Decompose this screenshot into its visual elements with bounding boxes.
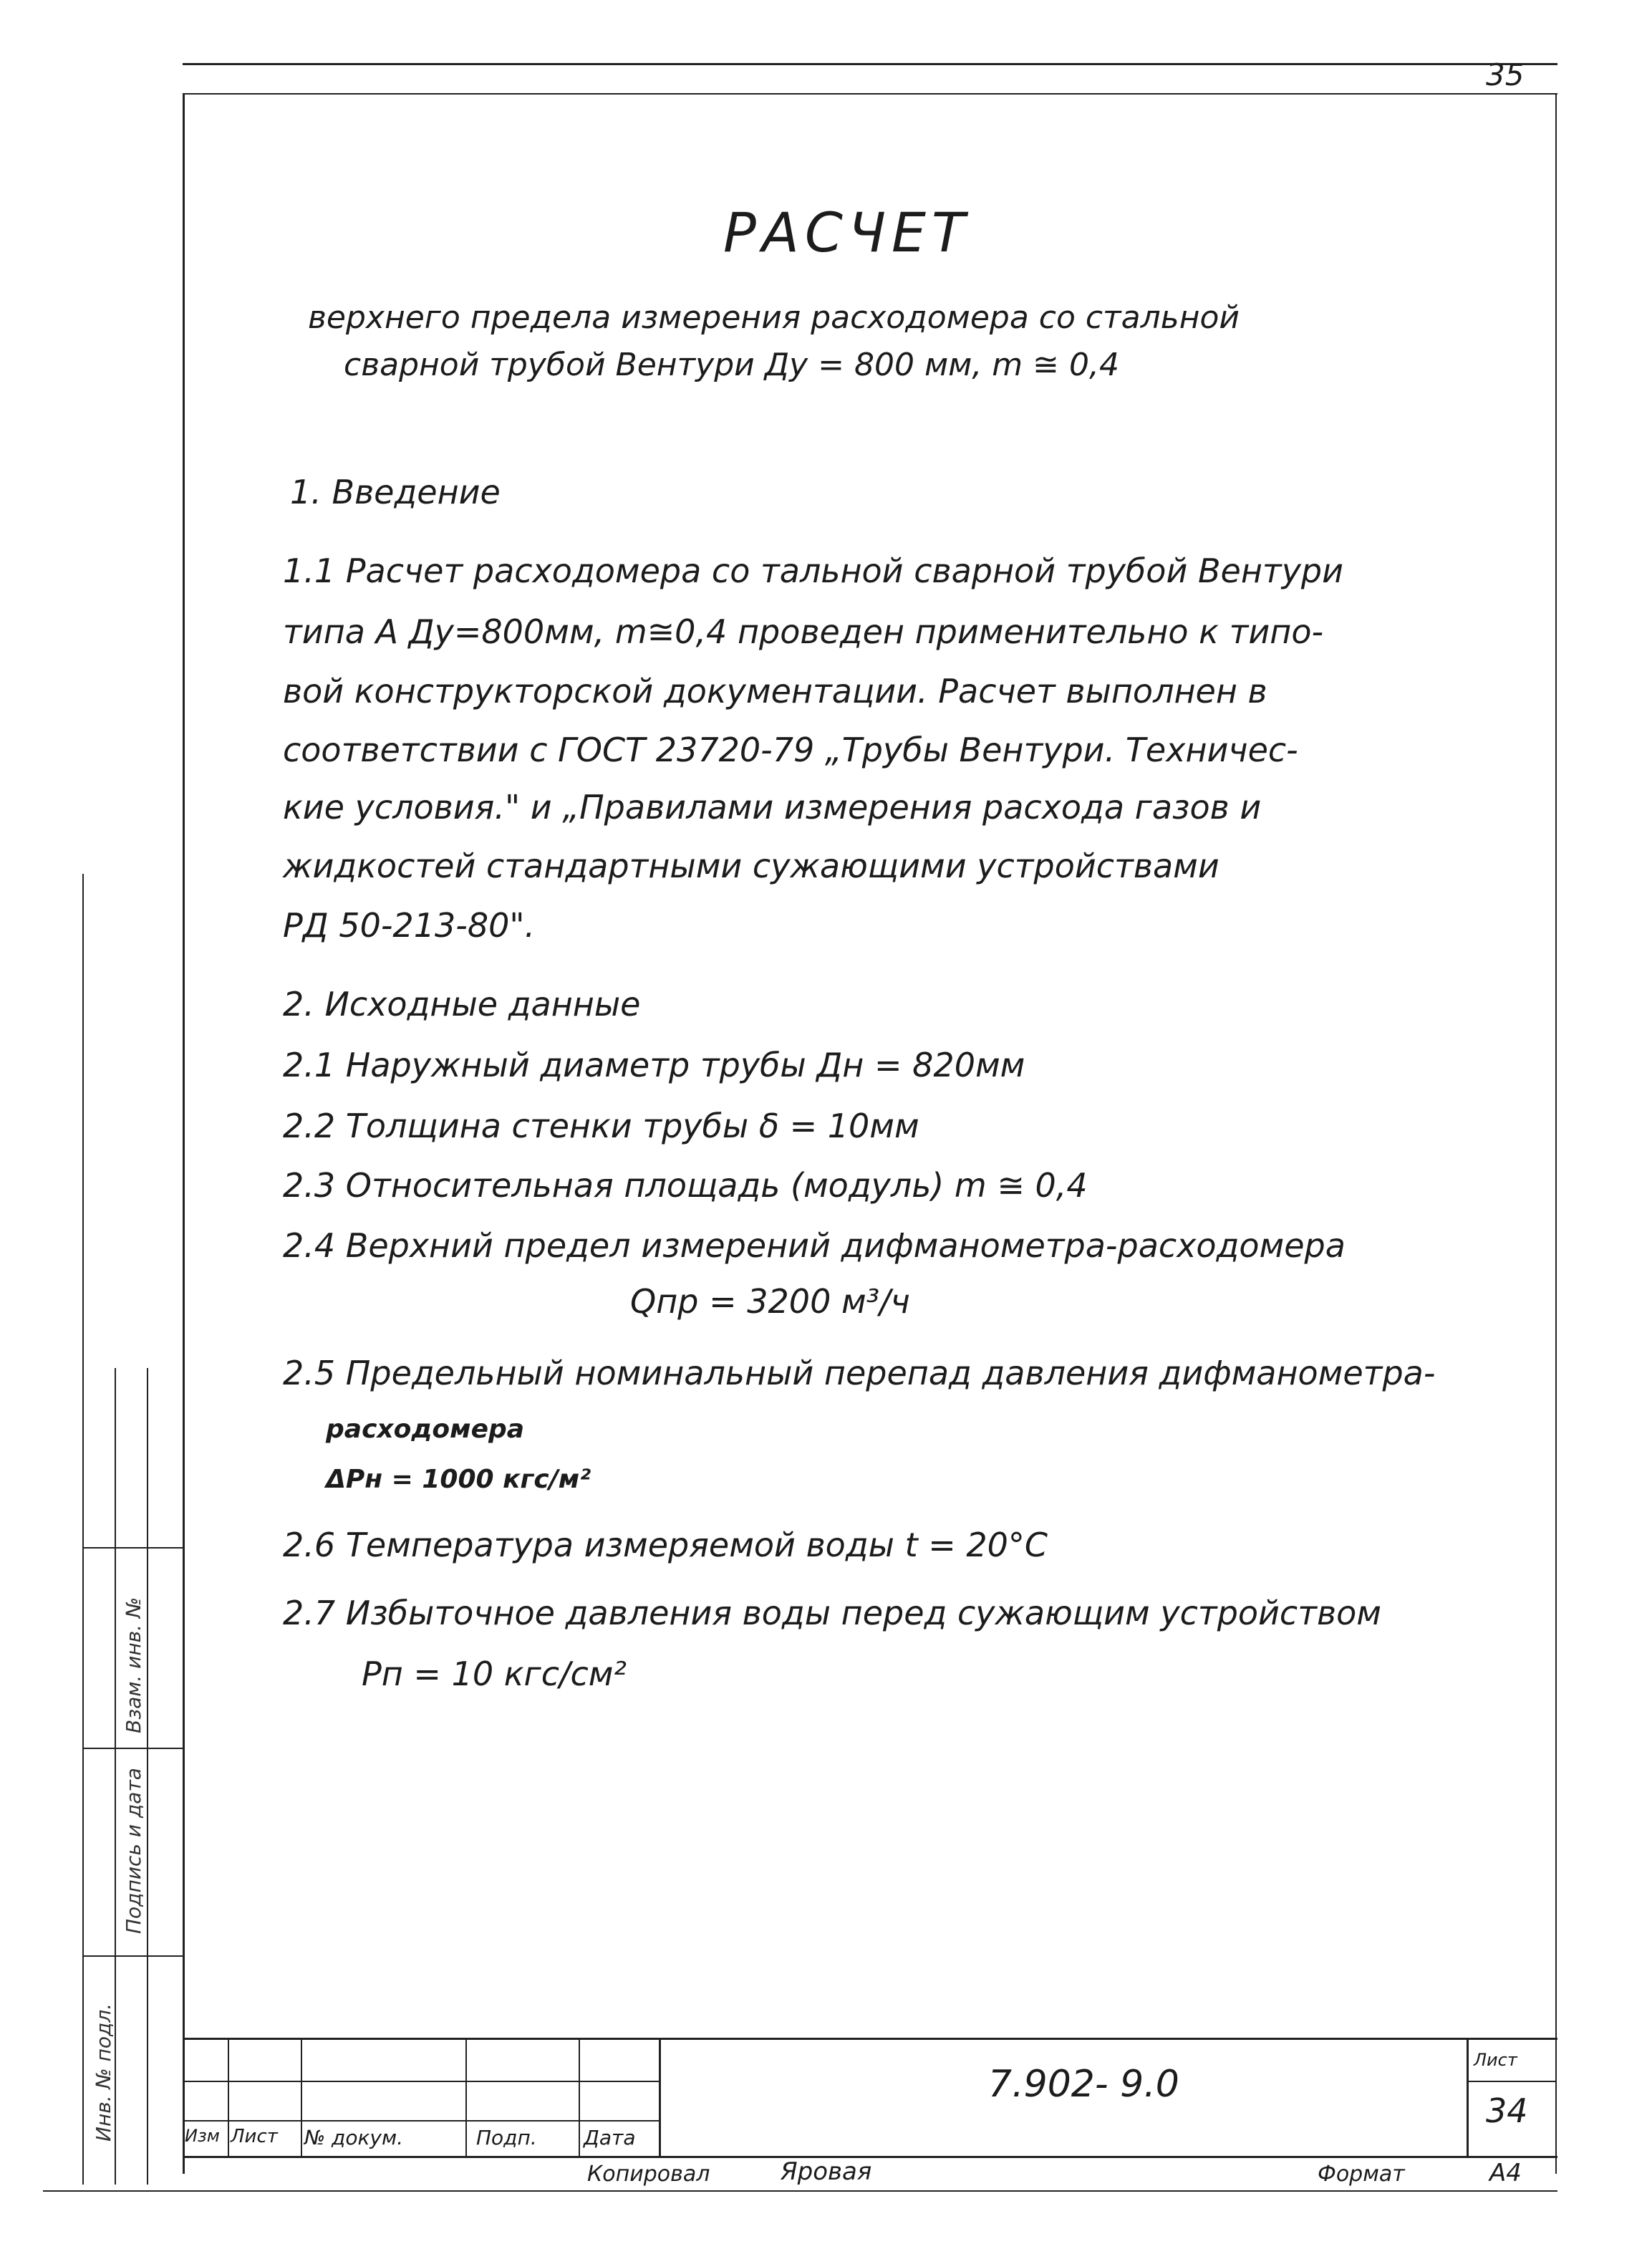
stamp-header-izm: Изм [185,2126,220,2146]
stamp-col-line-5 [659,2038,661,2156]
section2-heading: 2. Исходные данные [283,985,641,1024]
stamp-top-line [183,2038,1557,2040]
binding-margin-line [82,874,84,2185]
section1-heading: 1. Введение [290,473,501,511]
stamp-sheet-divider [1467,2081,1555,2082]
stamp-col-line-4 [579,2038,580,2156]
footer-format-value: А4 [1489,2159,1522,2187]
stamp-sheet-col-line [1467,2038,1469,2156]
stamp-col-line-2 [301,2038,302,2156]
frame-top-line [183,93,1557,95]
section2-item-2-7-formula: Pп = 10 кгс/см² [362,1655,627,1693]
footer-format-label: Формат [1318,2162,1405,2187]
section2-item-2-7: 2.7 Избыточное давления воды перед сужающим устройством [283,1594,1381,1632]
margin-row-line-2 [82,1748,183,1749]
section1-line-7: РД 50-213-80". [283,906,536,945]
sheet-top-number: 35 [1486,57,1525,92]
section1-line-1: 1.1 Расчет расходомера со тальной сварной трубой Вентури [283,552,1344,590]
frame-left-line [183,93,185,2174]
stamp-row-line-2 [183,2120,659,2122]
stamp-header-doc: № докум. [304,2126,404,2149]
footer-bottom-line [43,2190,1557,2192]
section2-item-2-4-formula: Qпр = 3200 м³/ч [630,1282,910,1321]
subtitle-line-1: верхнего предела измерения расходомера со стальной [308,299,1240,336]
stamp-sheet-number: 34 [1486,2091,1528,2130]
stamp-doc-code: 7.902- 9.0 [988,2063,1179,2106]
section1-line-5: кие условия." и „Правилами измерения расхода газов и [283,788,1262,827]
frame-right-line [1555,93,1557,2174]
stamp-sheet-label: Лист [1474,2050,1517,2070]
footer-copied-label: Копировал [587,2162,710,2187]
stamp-row-line-1 [183,2081,659,2082]
section2-item-2-5-cont: расходомера [326,1415,525,1444]
stamp-col-line-3 [465,2038,467,2156]
top-border-line [183,63,1557,65]
section2-item-2-5: 2.5 Предельный номинальный перепад давления дифманометра- [283,1354,1436,1392]
section2-item-2-2: 2.2 Толщина стенки трубы δ = 10мм [283,1107,919,1145]
margin-row-line-1 [82,1547,183,1549]
section2-item-2-3: 2.3 Относительная площадь (модуль) m ≅ 0,4 [283,1166,1088,1205]
section1-line-3: вой конструкторской документации. Расчет выполнен в [283,672,1267,711]
section2-item-2-6: 2.6 Температура измеряемой воды t = 20°С [283,1526,1048,1564]
section1-line-4: соответствии с ГОСТ 23720-79 „Трубы Вентури. Техничес- [283,731,1298,769]
margin-label-replacing-inv: Взам. инв. № [122,1597,145,1733]
stamp-header-list: Лист [231,2126,278,2147]
footer-copied-signature: Яровая [781,2157,872,2186]
stamp-header-sign: Подп. [476,2126,537,2149]
page-title: РАСЧЕТ [723,201,971,264]
section2-item-2-5-formula: ΔPн = 1000 кгс/м² [326,1465,591,1494]
margin-label-inv-orig: Инв. № подл. [92,2003,115,2142]
stamp-col-line-1 [228,2038,229,2156]
section2-item-2-1: 2.1 Наружный диаметр трубы Дн = 820мм [283,1046,1025,1084]
section1-line-2: типа А Ду=800мм, m≅0,4 проведен применительно к типо- [283,612,1324,651]
margin-label-sign-date: Подпись и дата [122,1768,145,1934]
margin-col-line-2 [147,1368,148,2185]
section2-item-2-4: 2.4 Верхний предел измерений дифманометра-расходомера [283,1226,1346,1265]
stamp-header-date: Дата [584,2126,636,2149]
margin-row-line-3 [82,1955,183,1957]
section1-line-6: жидкостей стандартными сужающими устройствами [283,847,1219,885]
subtitle-line-2: сварной трубой Вентури Ду = 800 мм, m ≅ 0,4 [344,347,1119,383]
